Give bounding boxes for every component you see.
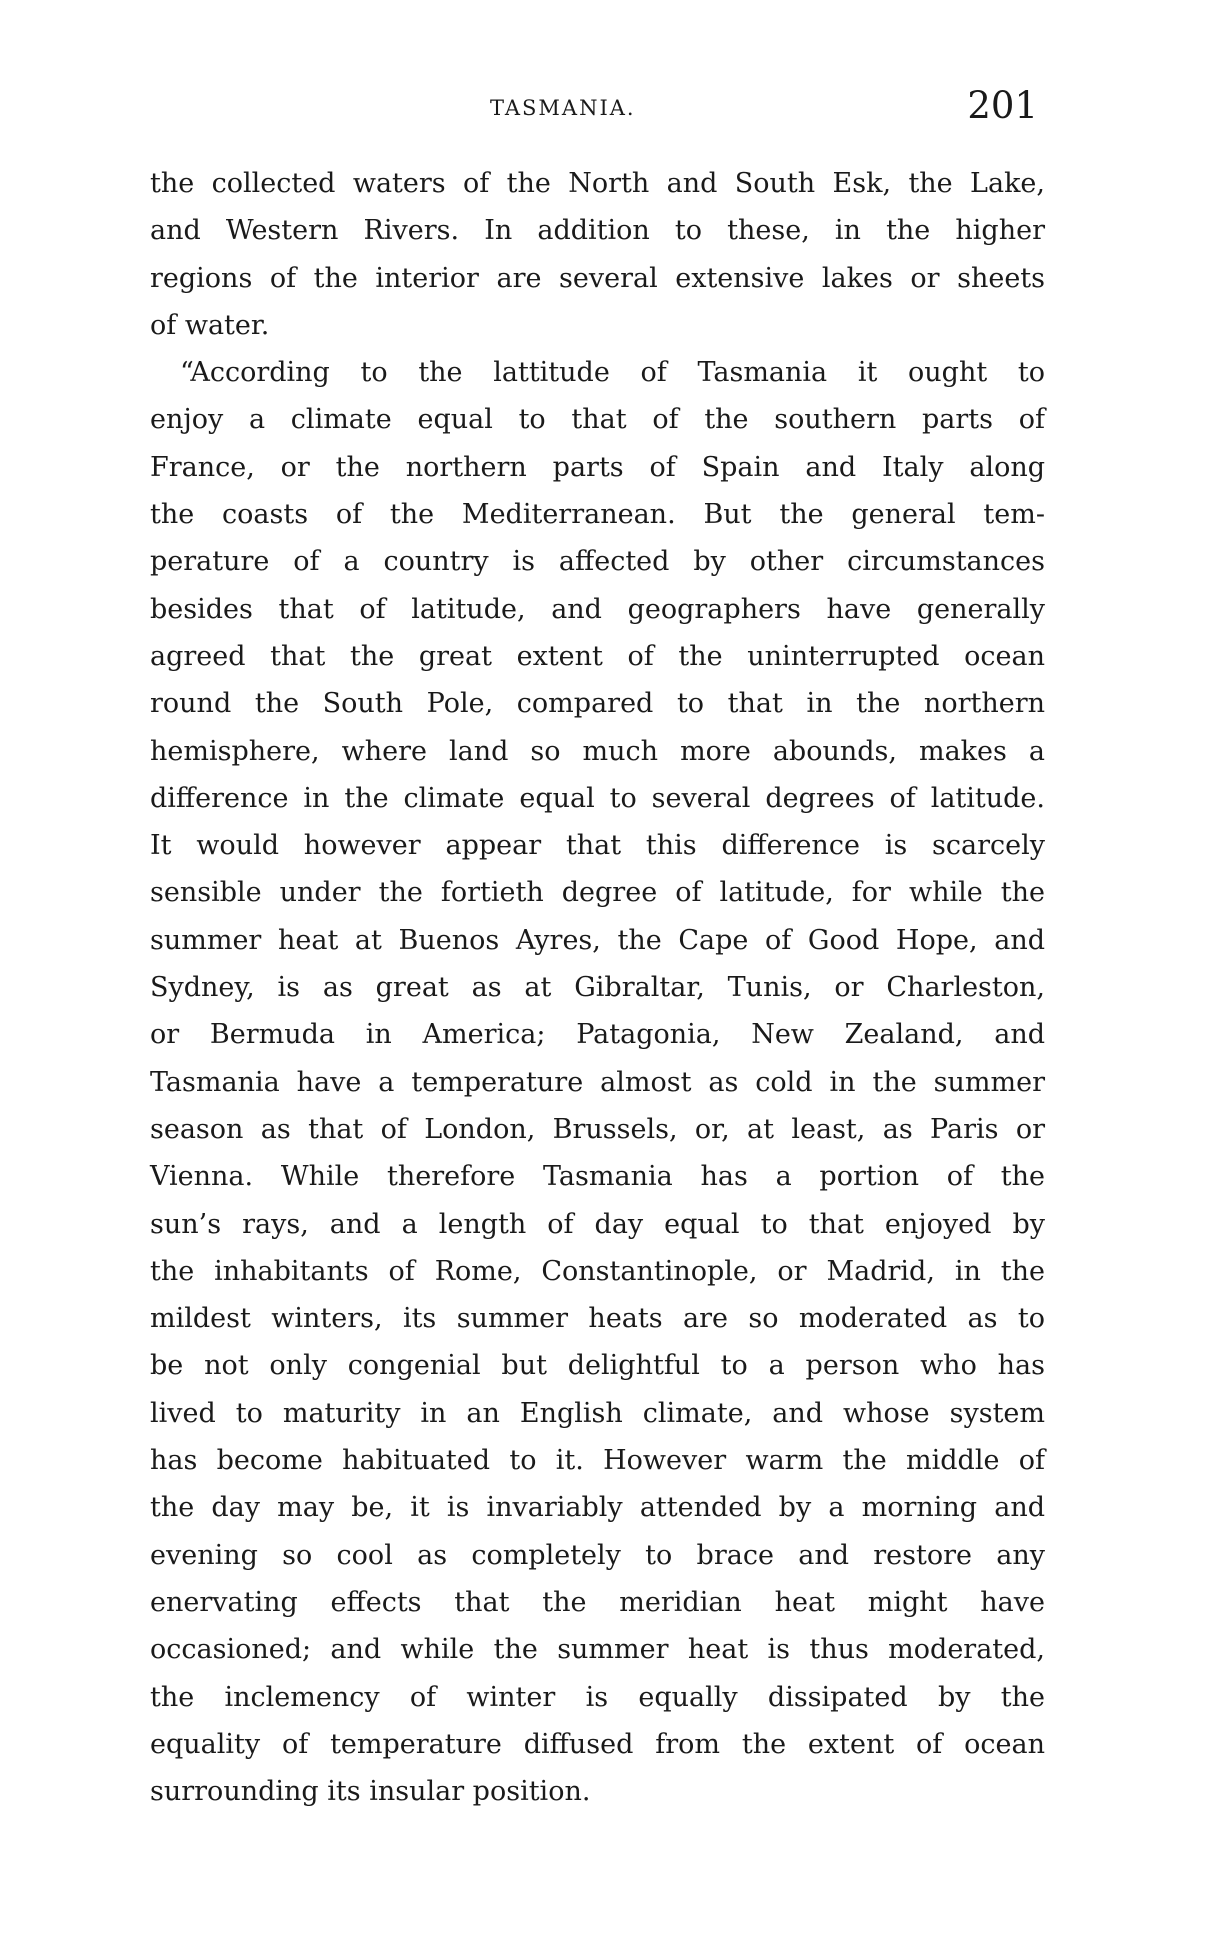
text-line: and Western Rivers. In addition to these, in the higher — [150, 215, 1045, 247]
text-line: surrounding its insular position. — [150, 1776, 591, 1808]
page-number: 201 — [967, 84, 1038, 127]
text-line: hemisphere, where land so much more abounds, makes a — [150, 735, 1045, 767]
text-line: the coasts of the Mediterranean. But the general tem- — [150, 499, 1045, 531]
text-line: mildest winters, its summer heats are so moderated as to — [150, 1303, 1045, 1335]
text-line: lived to maturity in an English climate, and whose system — [150, 1397, 1045, 1429]
text-line: agreed that the great extent of the uninterrupted ocean — [150, 640, 1045, 672]
text-line: summer heat at Buenos Ayres, the Cape of Good Hope, and — [150, 924, 1045, 956]
text-line: round the South Pole, compared to that in the northern — [150, 688, 1045, 720]
text-line: Tasmania have a temperature almost as cold in the summer — [150, 1066, 1045, 1098]
text-line: occasioned; and while the summer heat is thus moderated, — [150, 1634, 1045, 1666]
text-line: Sydney, is as great as at Gibraltar, Tunis, or Charleston, — [150, 972, 1045, 1004]
text-line: regions of the interior are several extensive lakes or sheets — [150, 262, 1045, 294]
text-line: the day may be, it is invariably attended by a morning and — [150, 1492, 1045, 1524]
text-line: “According to the lattitude of Tasmania it ought to — [180, 357, 1045, 389]
text-line: the inhabitants of Rome, Constantinople, or Madrid, in the — [150, 1255, 1045, 1287]
text-line: perature of a country is affected by other circumstances — [150, 546, 1045, 578]
text-line: difference in the climate equal to several degrees of latitude. — [150, 782, 1045, 814]
text-line: sun’s rays, and a length of day equal to that enjoyed by — [150, 1208, 1045, 1240]
body-text — [150, 160, 1045, 1815]
text-line: the collected waters of the North and South Esk, the Lake, — [150, 168, 1045, 199]
text-line: enervating effects that the meridian heat might have — [150, 1586, 1045, 1618]
text-line: has become habituated to it. However warm the middle of — [150, 1445, 1045, 1477]
text-line: It would however appear that this difference is scarcely — [150, 830, 1045, 862]
text-line: evening so cool as completely to brace and restore any — [150, 1539, 1045, 1571]
text-line: of water. — [150, 309, 270, 341]
text-line: Vienna. While therefore Tasmania has a portion of the — [150, 1161, 1045, 1193]
text-line: France, or the northern parts of Spain and Italy along — [150, 451, 1045, 483]
text-line: equality of temperature diffused from the extent of ocean — [150, 1728, 1045, 1760]
text-line: enjoy a climate equal to that of the southern parts of — [150, 404, 1045, 436]
running-head: TASMANIA. — [490, 96, 636, 120]
text-line: the inclemency of winter is equally dissipated by the — [150, 1681, 1045, 1713]
text-line: season as that of London, Brussels, or, at least, as Paris or — [150, 1113, 1045, 1145]
text-line: be not only congenial but delightful to a person who has — [150, 1350, 1045, 1382]
text-line: or Bermuda in America; Patagonia, New Zealand, and — [150, 1019, 1045, 1051]
text-line: sensible under the fortieth degree of latitude, for while the — [150, 877, 1045, 909]
text-line: besides that of latitude, and geographers have generally — [150, 593, 1045, 625]
